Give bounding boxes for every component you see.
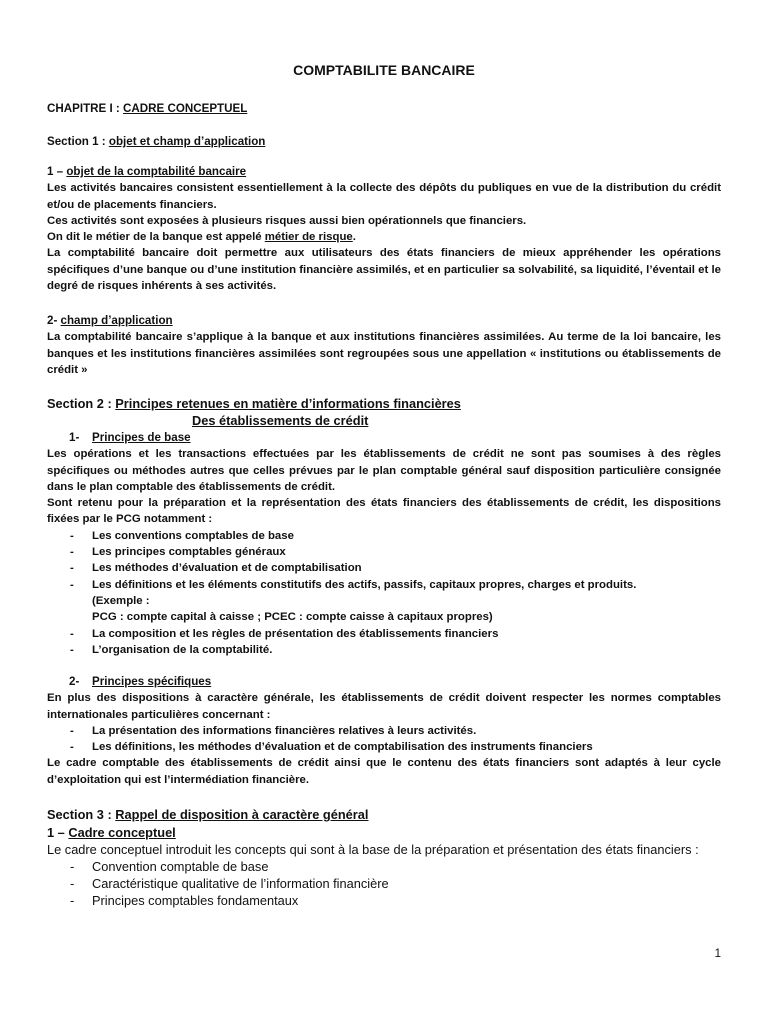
bullet-list [47,858,721,909]
list-item: - Les définitions et les éléments constitutifs des actifs, passifs, capitaux propres, charges et produits. [47,577,721,593]
list-item: - Les conventions comptables de base [47,528,721,544]
paragraph: La comptabilité bancaire doit permettre aux utilisateurs des états financiers de mieux appréhender les opérations spécifiques d’une banque ou d’une institution financière assimilés, et en particulier sa solvabilité, sa liquidité, l’éventail et le degré de risques inhérents à ses activités. [47,247,721,293]
subsection-1-1-heading [47,164,721,180]
list-item: - Caractéristique qualitative de l’information financière [47,875,721,892]
section-3-prefix: Section 3 : [47,807,116,822]
list-item: - L’organisation de la comptabilité. [47,642,721,658]
section-2-heading [47,395,721,429]
subsection-2-1-title: Principes de base [92,431,191,444]
subsection-1-2-title: champ d’application [60,314,173,327]
list-item: - Convention comptable de base [47,858,721,875]
section-2-title-line-2: Des établissements de crédit [192,413,369,428]
subsection-1-2-prefix: 2- [47,314,61,327]
page-number: 1 [714,948,721,960]
subsection-1-2 [47,313,721,378]
paragraph: Les activités bancaires consistent essentiellement à la collecte des dépôts du publiques en vue de la distribution du crédit et/ou de placements financiers. [47,182,721,211]
bullet-list [47,528,721,593]
paragraph: En plus des dispositions à caractère générale, les établissements de crédit doivent respecter les normes comptables internationales particulières concernant : [47,692,721,721]
paragraph: Ces activités sont exposées à plusieurs risques aussi bien opérationnels que financiers. [47,214,527,227]
list-item: - La composition et les règles de présentation des établissements financiers [47,626,721,642]
chapter-prefix: CHAPITRE I : [47,102,124,115]
subsection-2-2-number: 2- [69,675,80,688]
section-1-heading [47,134,721,150]
subsection-3-1-heading [47,824,721,841]
subsection-3-1-prefix: 1 – [47,825,69,840]
subsection-2-2 [47,674,721,788]
subsection-3-1-title: Cadre conceptuel [68,825,176,840]
subsection-1-1-title: objet de la comptabilité bancaire [66,165,247,178]
subsection-1-2-heading [47,313,721,329]
section-3-heading [47,806,721,823]
subsection-2-2-heading [47,674,721,690]
subsection-2-2-title: Principes spécifiques [92,675,212,688]
subsection-2-1-number: 1- [69,431,80,444]
list-item: - La présentation des informations financières relatives à leurs activités. [47,723,721,739]
list-item: - Principes comptables fondamentaux [47,892,721,909]
example-label: (Exemple : [92,594,150,607]
paragraph-text: On dit le métier de la banque est appelé [47,231,265,244]
list-item: - Les principes comptables généraux [47,544,721,560]
chapter-heading [47,101,721,117]
paragraph [47,229,721,245]
section-3-body [47,824,721,909]
section-2-prefix: Section 2 : [47,396,116,411]
paragraph: Les opérations et les transactions effectuées par les établissements de crédit ne sont pas soumises à des règles spécifiques ou méthodes autres que celles prévues par le plan comptable général sauf disposition particulière consignée dans le plan comptable des établissements de crédit. [47,448,721,493]
section-2-title-line-1: Principes retenues en matière d’informations financières [115,396,461,411]
example-text: PCG : compte capital à caisse ; PCEC : compte caisse à capitaux propres) [92,611,493,624]
paragraph-text: . [352,231,356,244]
section-1-prefix: Section 1 : [47,135,109,148]
list-item: - Les méthodes d’évaluation et de comptabilisation [47,560,721,576]
underlined-term: métier de risque [264,231,353,244]
section-3-title: Rappel de disposition à caractère général [115,807,369,822]
paragraph: La comptabilité bancaire s’applique à la banque et aux institutions financières assimilées. Au terme de la loi bancaire, les banques et les institutions financières assimilées sont regroupées sous une appellation « institutions ou établissements de crédit » [47,331,721,376]
paragraph: Sont retenu pour la préparation et la représentation des états financiers des établissements de crédit, les dispositions fixées par le PCG notamment : [47,497,721,526]
subsection-2-1-heading [47,430,721,446]
section-1-title: objet et champ d’application [108,135,266,148]
paragraph: Le cadre conceptuel introduit les concepts qui sont à la base de la préparation et présentation des états financiers : [47,842,699,857]
subsection-1-1-prefix: 1 – [47,165,67,178]
document-title: COMPTABILITE BANCAIRE [293,62,475,78]
section-1-body [47,164,721,294]
bullet-list [47,626,721,659]
paragraph: Le cadre comptable des établissements de crédit ainsi que le contenu des états financiers sont adaptés à leur cycle d’exploitation qui est l’intermédiation financière. [47,757,721,786]
section-2-body [47,430,721,658]
chapter-title: CADRE CONCEPTUEL [123,102,248,115]
bullet-list [47,723,721,756]
list-item: - Les définitions, les méthodes d’évaluation et de comptabilisation des instruments financiers [47,739,721,755]
